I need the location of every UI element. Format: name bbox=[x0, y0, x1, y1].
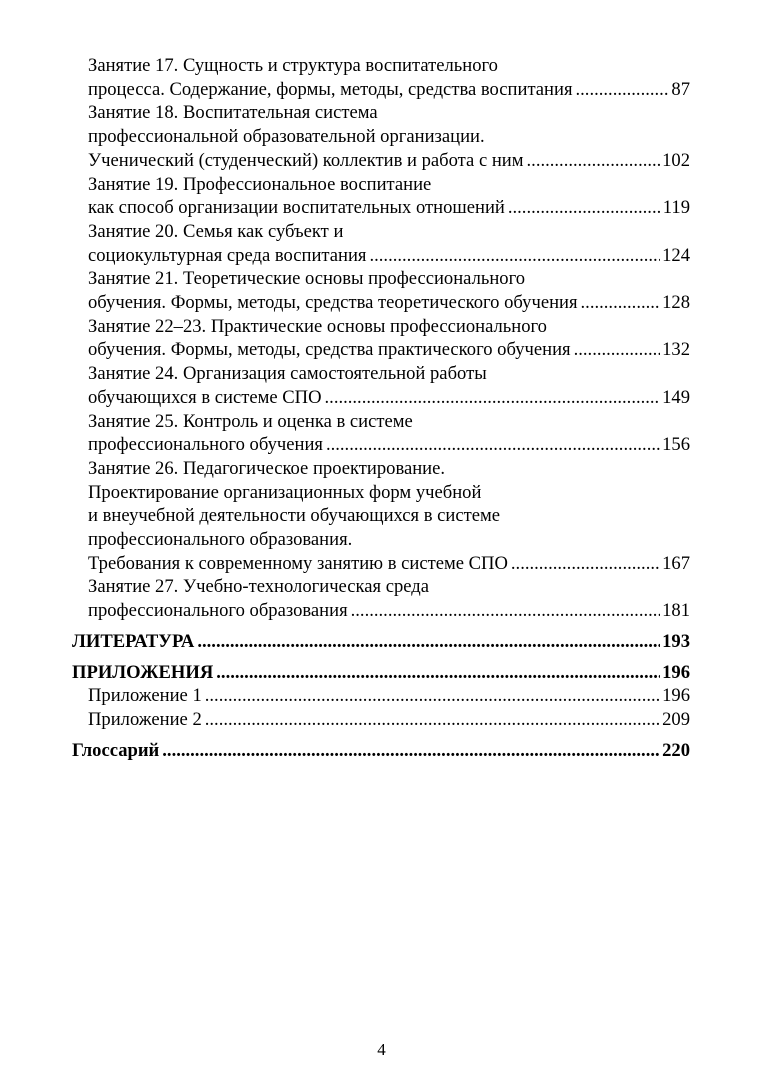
table-of-contents bbox=[72, 54, 690, 762]
toc-page-number: 124 bbox=[662, 244, 690, 266]
toc-entry-line: Занятие 18. Воспитательная система bbox=[88, 102, 378, 124]
toc-entry bbox=[72, 315, 690, 362]
toc-entry-title: профессионального обучения bbox=[88, 434, 323, 456]
toc-entry-line: Занятие 25. Контроль и оценка в системе bbox=[88, 410, 413, 432]
toc-entry-title: обучающихся в системе СПО bbox=[88, 386, 322, 408]
toc-entry bbox=[72, 410, 690, 457]
toc-entry-line bbox=[88, 149, 690, 173]
toc-page-number: 181 bbox=[662, 600, 690, 622]
toc-entry bbox=[72, 684, 690, 708]
toc-section-entry bbox=[72, 661, 690, 685]
toc-leader-dots bbox=[216, 661, 660, 685]
toc-entry-line bbox=[88, 291, 690, 315]
toc-section-entry bbox=[72, 630, 690, 654]
toc-leader-dots bbox=[326, 433, 660, 457]
toc-entry-line: Занятие 21. Теоретические основы профессионального bbox=[88, 268, 526, 290]
toc-entry bbox=[72, 267, 690, 314]
toc-leader-dots bbox=[511, 552, 660, 576]
toc-entry-line bbox=[88, 78, 690, 102]
toc-page-number: 87 bbox=[671, 78, 690, 100]
toc-entry-title: как способ организации воспитательных отношений bbox=[88, 197, 505, 219]
toc-entry-line: Проектирование организационных форм учебной bbox=[88, 481, 482, 503]
toc-entry-title: Требования к современному занятию в системе СПО bbox=[88, 552, 508, 574]
toc-entry-line bbox=[88, 552, 690, 576]
toc-entry-line: профессионального образования. bbox=[88, 529, 353, 551]
toc-entry bbox=[72, 101, 690, 172]
toc-page-number: 196 bbox=[662, 661, 690, 683]
toc-leader-dots bbox=[574, 338, 661, 362]
toc-entry-title: Приложение 2 bbox=[88, 708, 202, 730]
toc-entry-line: Занятие 27. Учебно-технологическая среда bbox=[88, 576, 429, 598]
toc-entry-line bbox=[88, 599, 690, 623]
toc-entry-title: ПРИЛОЖЕНИЯ bbox=[72, 661, 214, 683]
toc-entry-line bbox=[88, 386, 690, 410]
toc-page-number: 128 bbox=[662, 292, 690, 314]
toc-leader-dots bbox=[162, 739, 660, 763]
toc-entry-line: Занятие 17. Сущность и структура воспитательного bbox=[88, 55, 498, 76]
toc-entry-line bbox=[88, 196, 690, 220]
toc-entry bbox=[72, 457, 690, 576]
toc-page-number: 132 bbox=[662, 339, 690, 361]
toc-leader-dots bbox=[581, 291, 661, 315]
toc-entry-line: Занятие 22–23. Практические основы профессионального bbox=[88, 315, 547, 337]
toc-entry bbox=[72, 54, 690, 101]
toc-entry-line bbox=[88, 433, 690, 457]
toc-leader-dots bbox=[205, 708, 660, 732]
toc-leader-dots bbox=[369, 244, 660, 268]
toc-leader-dots bbox=[351, 599, 660, 623]
toc-page-number: 156 bbox=[662, 434, 690, 456]
toc-entry-line bbox=[72, 661, 690, 685]
toc-page-number: 149 bbox=[662, 386, 690, 408]
toc-entry-line bbox=[72, 630, 690, 654]
toc-entry-line bbox=[72, 739, 690, 763]
toc-section-entry bbox=[72, 739, 690, 763]
toc-entry-line: Занятие 24. Организация самостоятельной работы bbox=[88, 363, 487, 385]
toc-entry-title: обучения. Формы, методы, средства теоретического обучения bbox=[88, 292, 578, 314]
toc-entry bbox=[72, 708, 690, 732]
toc-entry-title: социокультурная среда воспитания bbox=[88, 244, 367, 266]
toc-entry-line bbox=[88, 708, 690, 732]
toc-leader-dots bbox=[325, 386, 661, 410]
toc-entry-title: обучения. Формы, методы, средства практического обучения bbox=[88, 339, 571, 361]
toc-entry-line: и внеучебной деятельности обучающихся в системе bbox=[88, 505, 501, 527]
toc-page-number: 193 bbox=[662, 630, 690, 652]
toc-entry-title: профессионального образования bbox=[88, 600, 348, 622]
toc-entry-title: Приложение 1 bbox=[88, 685, 202, 707]
page-number: 4 bbox=[377, 1040, 386, 1059]
toc-entry-line bbox=[88, 684, 690, 708]
toc-entry bbox=[72, 362, 690, 409]
toc-entry bbox=[72, 575, 690, 622]
toc-page-number: 196 bbox=[662, 685, 690, 707]
toc-page-number: 102 bbox=[662, 149, 690, 171]
toc-entry-line: Занятие 26. Педагогическое проектирование. bbox=[88, 457, 446, 479]
toc-entry-line bbox=[88, 244, 690, 268]
toc-page-number: 119 bbox=[662, 197, 690, 219]
toc-page-number: 209 bbox=[662, 708, 690, 730]
toc-entry-line: Занятие 19. Профессиональное воспитание bbox=[88, 173, 432, 195]
toc-leader-dots bbox=[527, 149, 661, 173]
toc-entry bbox=[72, 173, 690, 220]
toc-entry-title: процесса. Содержание, формы, методы, средства воспитания bbox=[88, 78, 573, 100]
toc-leader-dots bbox=[205, 684, 660, 708]
toc-entry-title: ЛИТЕРАТУРА bbox=[72, 630, 195, 652]
toc-leader-dots bbox=[576, 78, 670, 102]
toc-entry bbox=[72, 220, 690, 267]
toc-page-number: 220 bbox=[662, 739, 690, 761]
toc-entry-line: профессиональной образовательной организации. bbox=[88, 126, 485, 148]
toc-entry-line bbox=[88, 338, 690, 362]
toc-entry-title: Глоссарий bbox=[72, 739, 160, 761]
toc-entry-title: Ученический (студенческий) коллектив и работа с ним bbox=[88, 149, 524, 171]
toc-leader-dots bbox=[197, 630, 660, 654]
toc-entry-line: Занятие 20. Семья как субъект и bbox=[88, 220, 344, 242]
toc-page-number: 167 bbox=[662, 552, 690, 574]
toc-leader-dots bbox=[508, 196, 661, 220]
